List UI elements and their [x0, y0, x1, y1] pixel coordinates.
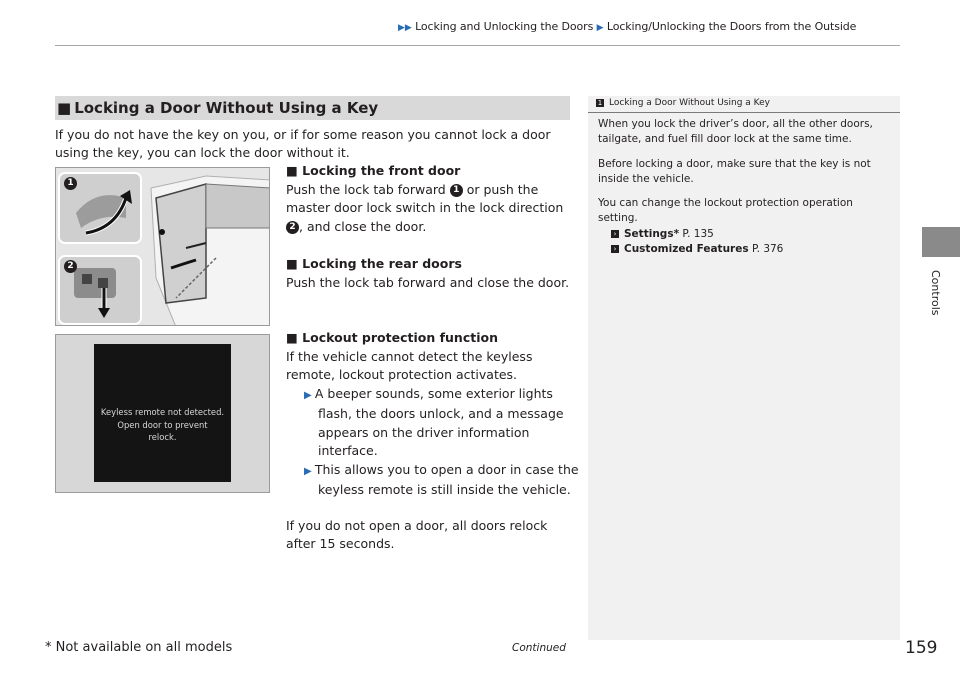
- result-arrow-icon: ▶: [304, 465, 315, 477]
- lockout-result-1: [300, 385, 580, 461]
- chapter-label: Controls: [929, 270, 942, 316]
- reference-arrow-icon: ›: [611, 230, 619, 238]
- square-bullet-icon: ■: [57, 99, 72, 117]
- note-paragraph: When you lock the driver’s door, all the other doors, tailgate, and fuel fill door lock at the same time.: [598, 118, 873, 146]
- text-span: master door lock switch in the lock direction: [286, 200, 564, 215]
- reference-page[interactable]: P. 376: [751, 243, 784, 256]
- note-body: [598, 117, 894, 257]
- door-lock-illustration: [55, 167, 270, 326]
- callout-2-icon: 2: [286, 221, 299, 234]
- subheading-text: Locking the front door: [302, 163, 461, 178]
- lockout-result-2: [300, 461, 580, 500]
- callout-1-icon: 1: [450, 184, 463, 197]
- subheading-front-door: ■ Locking the front door: [286, 163, 461, 178]
- screen-message-line: relock.: [148, 432, 177, 442]
- subheading-text: Lockout protection function: [302, 330, 498, 345]
- note-divider: [588, 112, 900, 113]
- breadcrumb-item[interactable]: Locking/Unlocking the Doors from the Outside: [606, 20, 857, 33]
- note-heading: [596, 98, 770, 108]
- lockout-closing: If you do not open a door, all doors relock after 15 seconds.: [286, 517, 548, 551]
- result-text: A beeper sounds, some exterior lights flash, the doors unlock, and a message appears on the driver information interface.: [314, 385, 564, 458]
- cross-reference-customized[interactable]: [598, 242, 894, 257]
- reference-label[interactable]: Settings: [624, 227, 674, 240]
- screen-message-line: Open door to prevent: [117, 419, 208, 430]
- screen-message: [94, 406, 231, 444]
- section-heading: [55, 96, 570, 120]
- lockout-block: [286, 329, 586, 554]
- reference-page[interactable]: P. 135: [682, 227, 714, 240]
- result-arrow-icon: ▶: [304, 389, 315, 401]
- note-paragraph: Before locking a door, make sure that the key is not inside the vehicle.: [598, 157, 871, 185]
- reference-label[interactable]: Customized Features: [624, 243, 749, 256]
- breadcrumb-item[interactable]: Locking and Unlocking the Doors: [415, 20, 594, 33]
- section-intro: If you do not have the key on you, or if for some reason you cannot lock a door using the key, you can lock the door without it.: [55, 127, 551, 160]
- text-span: or push the: [466, 181, 539, 197]
- breadcrumb-arrow-icon: ▶▶: [398, 23, 412, 33]
- note-title: Locking a Door Without Using a Key: [609, 98, 770, 108]
- rear-door-text: Push the lock tab forward and close the door.: [286, 274, 570, 290]
- callout-2-icon: 2: [64, 260, 77, 273]
- footnote: * Not available on all models: [45, 640, 233, 655]
- callout-1-icon: 1: [64, 177, 77, 190]
- note-paragraph: You can change the lockout protection operation setting.: [598, 197, 853, 225]
- subheading-text: Locking the rear doors: [302, 256, 462, 271]
- sidebar-note: [588, 96, 900, 640]
- subheading-lockout: ■ Lockout protection function: [286, 330, 498, 345]
- rear-door-block: [286, 255, 586, 292]
- chapter-tab[interactable]: [922, 227, 960, 257]
- cross-reference-settings[interactable]: › Settings* P. 135: [598, 227, 894, 242]
- note-marker-icon: 1: [597, 98, 603, 107]
- breadcrumb: [398, 20, 856, 33]
- section-title: Locking a Door Without Using a Key: [74, 99, 379, 117]
- text-span: , and close the door.: [299, 218, 427, 234]
- continued-label: Continued: [512, 642, 566, 654]
- front-door-text: [286, 181, 586, 237]
- lockout-message-illustration: [55, 334, 270, 493]
- screen-message-line: Keyless remote not detected.: [100, 407, 225, 417]
- page-number: 159: [905, 638, 938, 658]
- header-divider: [55, 45, 900, 46]
- breadcrumb-arrow-icon: ▶: [596, 23, 604, 33]
- driver-info-screen: [94, 344, 231, 482]
- text-span: Push the lock tab forward: [286, 181, 446, 197]
- lockout-text: If the vehicle cannot detect the keyless remote, lockout protection activates.: [286, 348, 533, 382]
- reference-arrow-icon: ›: [611, 245, 619, 253]
- front-door-block: [286, 162, 586, 236]
- result-text: This allows you to open a door in case the keyless remote is still inside the vehicle.: [314, 461, 579, 497]
- subheading-rear-door: ■ Locking the rear doors: [286, 256, 462, 271]
